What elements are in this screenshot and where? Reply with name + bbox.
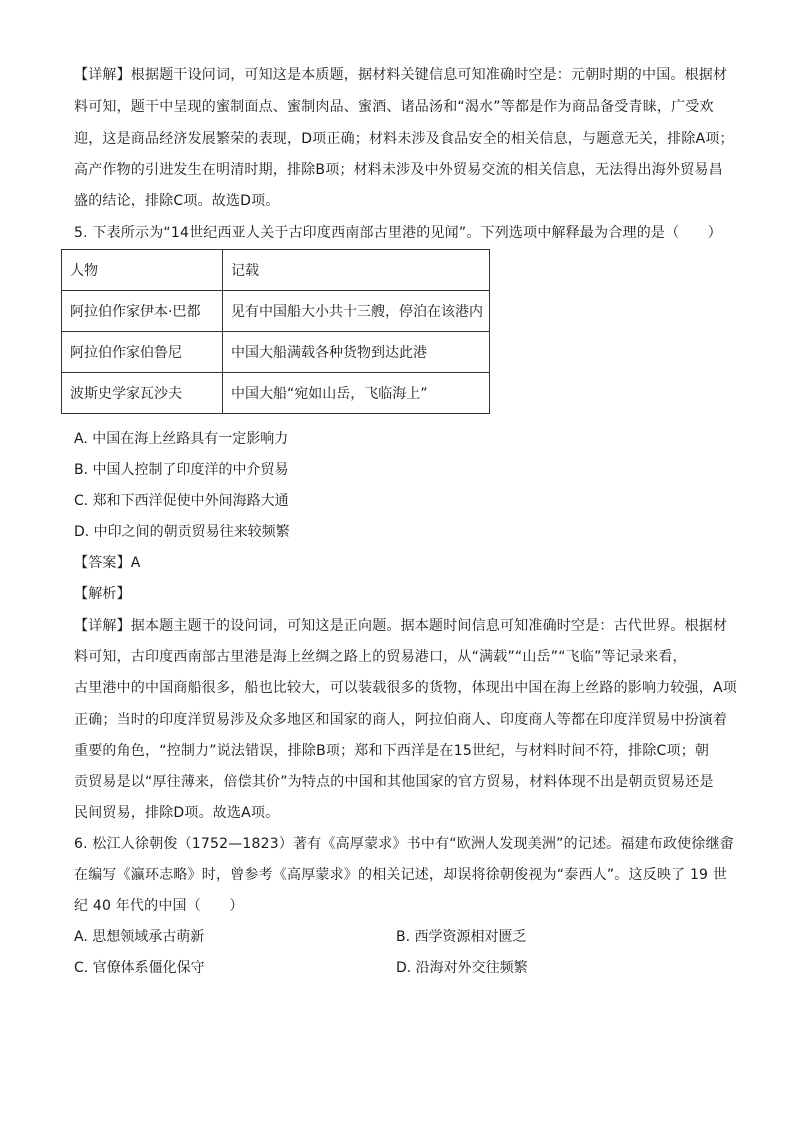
detail-line: 高产作物的引进发生在明清时期，排除B项；材料未涉及中外贸易交流的相关信息，无法得出海外贸易昌 bbox=[74, 162, 723, 178]
answer-label: 【答案】A bbox=[74, 555, 141, 571]
option-a: A. 思想领域承古萌新 bbox=[74, 929, 205, 945]
table-header-cell: 人物 bbox=[62, 250, 223, 291]
question-6-stem: 在编写《瀛环志略》时，曾参考《高厚蒙求》的相关记述，却误将徐朝俊视为“泰西人”。这反映了 19 世 bbox=[74, 867, 728, 883]
table-row bbox=[62, 373, 490, 414]
option-c: C. 郑和下西洋促使中外间海路大通 bbox=[74, 493, 289, 509]
table-cell: 波斯史学家瓦沙夫 bbox=[62, 373, 223, 414]
detail-line: 正确；当时的印度洋贸易涉及众多地区和国家的商人，阿拉伯商人、印度商人等都在印度洋贸易中扮演着 bbox=[74, 712, 728, 728]
detail-line: 盛的结论，排除C项。故选D项。 bbox=[74, 193, 280, 209]
option-b: B. 中国人控制了印度洋的中介贸易 bbox=[74, 462, 289, 478]
table-cell: 中国大船满载各种货物到达此港 bbox=[223, 332, 490, 373]
table-row bbox=[62, 332, 490, 373]
record-table bbox=[61, 249, 490, 414]
detail-line: 【详解】据本题主题干的设问词，可知这是正向题。据本题时间信息可知准确时空是：古代世界。根据材 bbox=[74, 618, 728, 634]
detail-line: 迎，这是商品经济发展繁荣的表现，D项正确；材料未涉及食品安全的相关信息，与题意无关，排除A项； bbox=[74, 131, 734, 147]
detail-line: 料可知，题干中呈现的蜜制面点、蜜制肉品、蜜酒、诸品汤和“渴水”等都是作为商品备受青睐，广受欢 bbox=[74, 99, 714, 115]
table-cell: 见有中国船大小共十三艘，停泊在该港内 bbox=[223, 291, 490, 332]
question-6-stem: 纪 40 年代的中国（ ） bbox=[74, 898, 244, 914]
question-5-stem: 5. 下表所示为“14世纪西亚人关于古印度西南部古里港的见闻”。下列选项中解释最为合理的是（ ） bbox=[74, 225, 722, 241]
option-b: B. 西学资源相对匮乏 bbox=[396, 929, 527, 945]
detail-line: 【详解】根据题干设问词，可知这是本质题，据材料关键信息可知准确时空是：元朝时期的中国。根据材 bbox=[74, 67, 728, 83]
table-cell: 阿拉伯作家伯鲁尼 bbox=[62, 332, 223, 373]
question-6-stem: 6. 松江人徐朝俊（1752—1823）著有《高厚蒙求》书中有“欧洲人发现美洲”的记述。福建布政使徐继畬 bbox=[74, 836, 734, 852]
table-header-cell: 记载 bbox=[223, 250, 490, 291]
table-cell: 阿拉伯作家伊本·巴都 bbox=[62, 291, 223, 332]
analysis-label: 【解析】 bbox=[74, 586, 131, 602]
option-d: D. 中印之间的朝贡贸易往来较频繁 bbox=[74, 524, 290, 540]
table-cell: 中国大船“宛如山岳，飞临海上” bbox=[223, 373, 490, 414]
detail-line: 料可知，古印度西南部古里港是海上丝绸之路上的贸易港口，从“满载”“山岳”“飞临”等记录来看， bbox=[74, 649, 687, 665]
table-row bbox=[62, 291, 490, 332]
option-a: A. 中国在海上丝路具有一定影响力 bbox=[74, 431, 289, 447]
table-header-row bbox=[62, 250, 490, 291]
option-c: C. 官僚体系僵化保守 bbox=[74, 960, 205, 976]
detail-line: 重要的角色，“控制力”说法错误，排除B项；郑和下西洋是在15世纪，与材料时间不符，排除C项；朝 bbox=[74, 743, 710, 759]
detail-line: 贡贸易是以“厚往薄来，倍偿其价”为特点的中国和其他国家的官方贸易，材料体现不出是朝贡贸易还是 bbox=[74, 774, 714, 790]
detail-line: 古里港中的中国商船很多，船也比较大，可以装载很多的货物，体现出中国在海上丝路的影响力较强，A项 bbox=[74, 680, 737, 696]
detail-line: 民间贸易，排除D项。故选A项。 bbox=[74, 805, 280, 821]
option-d: D. 沿海对外交往频繁 bbox=[396, 960, 528, 976]
